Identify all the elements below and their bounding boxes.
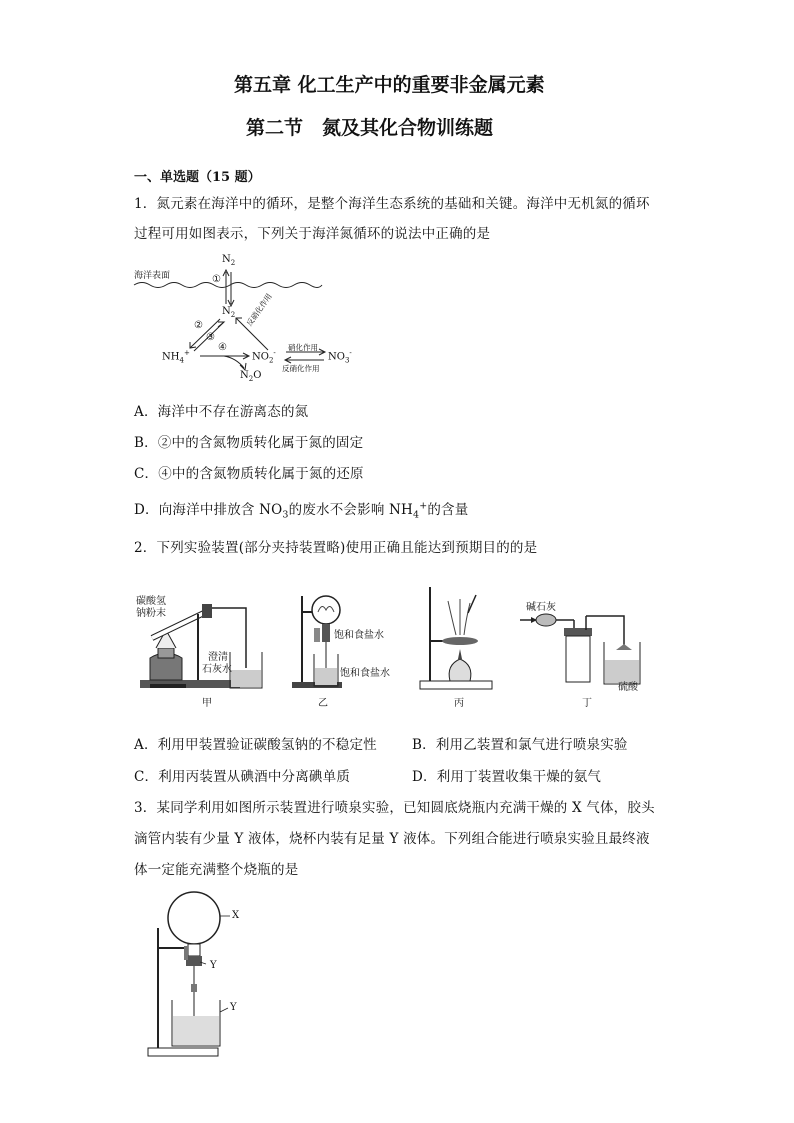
denitrification-label-diag: 反硝化作用 <box>244 291 274 328</box>
label-soda-lime: 碱石灰 <box>526 602 556 613</box>
section-heading: 一、单选题（15 题） <box>134 170 261 185</box>
denitrification-label: 反硝化作用 <box>282 364 320 373</box>
n2o-label: $N_2O$ <box>240 370 262 383</box>
label-bing: 丙 <box>454 698 464 709</box>
q2-option-c[interactable]: C．利用丙装置从碘酒中分离碘单质 <box>134 769 351 785</box>
fountain-apparatus <box>140 888 250 1063</box>
step4-label: ④ <box>218 342 227 353</box>
label-limewater-2: 石灰水 <box>202 664 232 675</box>
q1-option-c[interactable]: C．④中的含氮物质转化属于氮的还原 <box>134 466 364 482</box>
label-limewater-1: 澄清 <box>208 652 228 663</box>
chapter-title: 第五章 化工生产中的重要非金属元素 <box>234 74 545 96</box>
nitrogen-cycle-diagram <box>132 252 372 387</box>
apparatus-jia <box>136 588 266 708</box>
no3-label: $NO_3^-$ <box>328 349 352 365</box>
q2-stem: 2．下列实验装置(部分夹持装置略)使用正确且能达到预期目的的是 <box>134 540 538 556</box>
q1-stem-line1: 1．氮元素在海洋中的循环，是整个海洋生态系统的基础和关键。海洋中无机氮的循环 <box>134 196 650 212</box>
apparatus-bing <box>418 585 508 708</box>
q3-stem-line2: 滴管内装有少量 Y 液体，烧杯内装有足量 Y 液体。下列组合能进行喷泉实验且最终液 <box>134 831 650 847</box>
q1-stem-line2: 过程可用如图表示，下列关于海洋氮循环的说法中正确的是 <box>134 226 491 242</box>
label-sulfuric-acid: 硫酸 <box>618 682 638 693</box>
label-ding: 丁 <box>582 698 592 709</box>
nh4-label: $NH_4^+$ <box>162 349 190 365</box>
q1-option-b[interactable]: B．②中的含氮物质转化属于氮的固定 <box>134 435 364 451</box>
q2-option-b[interactable]: B．利用乙装置和氯气进行喷泉实验 <box>412 737 628 753</box>
q3-stem-line1: 3．某同学利用如图所示装置进行喷泉实验，已知圆底烧瓶内充满干燥的 X 气体，胶头 <box>134 800 655 816</box>
sea-surface-label: 海洋表面 <box>134 271 171 281</box>
section-title: 第二节 氮及其化合物训练题 <box>246 117 494 139</box>
step2-label: ② <box>194 320 203 331</box>
apparatus-yi-drawing <box>288 588 408 708</box>
no2-label: $NO_2^-$ <box>252 349 276 365</box>
q3-stem-line3: 体一定能充满整个烧瓶的是 <box>134 862 299 878</box>
apparatus-bing-drawing <box>418 585 508 708</box>
q1-option-d[interactable]: D．向海洋中排放含 $NO_3$的废水不会影响 $NH_4^+$的含量 <box>134 500 469 521</box>
label-brine-1: 饱和食盐水 <box>334 630 384 641</box>
q2-option-d[interactable]: D．利用丁装置收集干燥的氨气 <box>412 769 602 785</box>
step1-label: ① <box>212 274 221 285</box>
label-sodium-bicarb-1: 碳酸氢 <box>136 596 166 607</box>
label-brine-2: 饱和食盐水 <box>340 668 390 679</box>
step3-label: ③ <box>206 332 215 343</box>
label-y-beaker: Y <box>230 1002 237 1013</box>
q2-option-a[interactable]: A．利用甲装置验证碳酸氢钠的不稳定性 <box>134 737 377 753</box>
n2-top-label: $N_2$ <box>222 254 236 267</box>
label-y-dropper: Y <box>210 960 217 971</box>
label-yi: 乙 <box>318 698 328 709</box>
nitrification-label: 硝化作用 <box>288 343 318 352</box>
n2-mid-label: $N_2$ <box>222 306 236 319</box>
label-x: X <box>232 910 240 921</box>
apparatus-ding <box>518 588 650 708</box>
q1-option-a[interactable]: A．海洋中不存在游离态的氮 <box>134 404 309 420</box>
apparatus-yi <box>288 588 408 708</box>
label-jia: 甲 <box>202 698 212 709</box>
label-sodium-bicarb-2: 钠粉末 <box>136 608 166 619</box>
